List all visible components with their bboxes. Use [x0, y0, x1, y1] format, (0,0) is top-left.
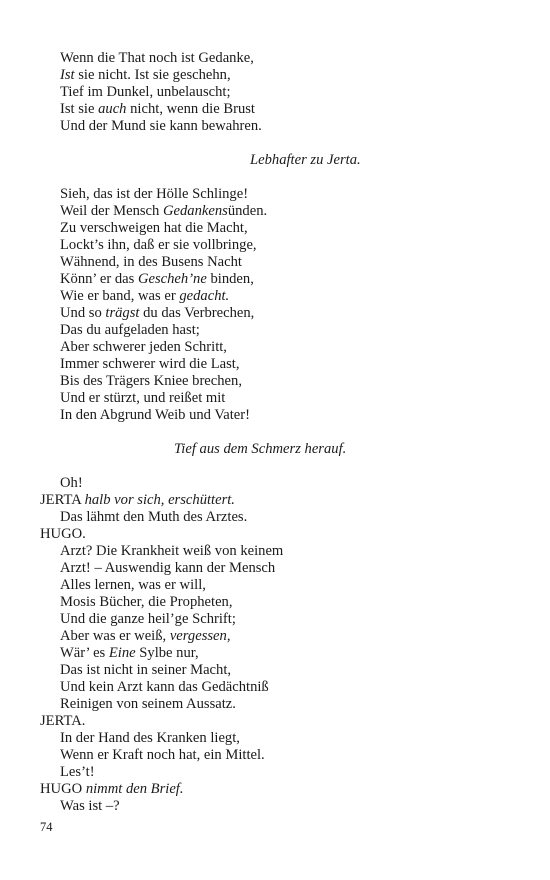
verse-line — [60, 390, 225, 407]
stage-direction — [250, 152, 361, 169]
stage-direction — [174, 441, 346, 458]
text-segment: Das lähmt den Muth des Arztes. — [60, 509, 248, 525]
text-segment: Und so — [60, 305, 106, 321]
text-segment: Was ist –? — [60, 798, 120, 814]
text-segment: Zu verschweigen hat die Macht, — [60, 220, 248, 236]
italic-text: gedacht. — [179, 288, 230, 304]
verse-line — [60, 203, 267, 220]
text-segment: Immer schwerer wird die Last, — [60, 356, 240, 372]
italic-text: Lebhafter zu Jerta. — [250, 152, 361, 168]
text-segment: Und der Mund sie kann bewahren. — [60, 118, 262, 134]
text-segment: Sieh, das ist der Hölle Schlinge! — [60, 186, 249, 202]
verse-line — [60, 679, 269, 696]
verse-line — [60, 237, 257, 254]
speaker-line — [40, 526, 86, 543]
verse-line — [60, 747, 265, 764]
text-segment: Wär’ es — [60, 645, 109, 661]
text-segment: In der Hand des Kranken liegt, — [60, 730, 240, 746]
text-segment: Oh! — [60, 475, 83, 491]
verse-line — [60, 305, 254, 322]
verse-line — [60, 271, 254, 288]
verse-line — [60, 594, 233, 611]
verse-line — [60, 101, 255, 118]
verse-line — [60, 645, 199, 662]
text-segment: Wähnend, in des Busens Nacht — [60, 254, 242, 270]
text-segment: nicht, wenn die Brust — [126, 101, 255, 117]
verse-line — [60, 798, 120, 815]
text-segment: Wenn er Kraft noch hat, ein Mittel. — [60, 747, 265, 763]
page-number: 74 — [40, 820, 53, 834]
text-segment: Bis des Trägers Kniee brechen, — [60, 373, 242, 389]
verse-line — [60, 322, 200, 339]
text-segment: Wie er band, was er — [60, 288, 180, 304]
verse-line — [60, 339, 227, 356]
text-segment: Sylbe nur, — [135, 645, 199, 661]
text-segment: Ist sie — [60, 101, 99, 117]
verse-line — [60, 67, 231, 84]
italic-text: Gescheh’ne — [137, 271, 207, 287]
verse-line — [60, 662, 231, 679]
italic-text: Gedankens — [162, 203, 228, 219]
text-segment: Les’t! — [60, 764, 95, 780]
italic-text: vergessen, — [169, 628, 231, 644]
italic-text: nimmt den Brief. — [85, 781, 184, 797]
verse-line — [60, 288, 229, 305]
text-segment: Und er stürzt, und reißet mit — [60, 390, 226, 406]
speaker-line — [40, 781, 184, 798]
text-segment: Aber was er weiß, — [60, 628, 170, 644]
italic-text: Eine — [108, 645, 136, 661]
verse-line — [60, 696, 236, 713]
italic-text: auch — [98, 101, 127, 117]
verse-line — [60, 611, 236, 628]
verse-line — [60, 186, 248, 203]
italic-text: Tief aus dem Schmerz herauf. — [174, 441, 347, 457]
speaker-line — [40, 713, 85, 730]
text-segment: Arzt! – Auswendig kann der Mensch — [60, 560, 276, 576]
speaker-line — [40, 492, 235, 509]
text-segment: sie nicht. Ist sie geschehn, — [74, 67, 231, 83]
text-segment: Und die ganze heil’ge Schrift; — [60, 611, 236, 627]
text-segment: Mosis Bücher, die Propheten, — [60, 594, 233, 610]
italic-text: Ist — [60, 67, 75, 83]
text-segment: Wenn die That noch ist Gedanke, — [60, 50, 254, 66]
text-segment: Könn’ er das — [60, 271, 138, 287]
text-segment: ünden. — [227, 203, 268, 219]
text-segment: HUGO. — [40, 526, 86, 542]
text-segment: Arzt? Die Krankheit weiß von keinem — [60, 543, 284, 559]
text-segment: Und kein Arzt kann das Gedächtniß — [60, 679, 269, 695]
text-segment: In den Abgrund Weib und Vater! — [60, 407, 250, 423]
text-segment: Tief im Dunkel, unbelauscht; — [60, 84, 231, 100]
verse-line — [60, 50, 254, 67]
verse-line — [60, 220, 248, 237]
verse-line — [60, 254, 242, 271]
verse-line — [60, 407, 250, 424]
text-segment: Lockt’s ihn, daß er sie vollbringe, — [60, 237, 257, 253]
verse-line — [60, 628, 230, 645]
verse-line — [60, 509, 247, 526]
text-segment: binden, — [206, 271, 254, 287]
verse-line — [60, 764, 95, 781]
verse-line — [60, 560, 275, 577]
verse-line — [60, 84, 231, 101]
verse-line — [60, 543, 283, 560]
text-segment: Das du aufgeladen hast; — [60, 322, 200, 338]
text-segment: Das ist nicht in seiner Macht, — [60, 662, 232, 678]
verse-line — [60, 577, 206, 594]
text-segment: JERTA — [40, 492, 85, 508]
verse-line — [60, 118, 262, 135]
text-segment: Aber schwerer jeden Schritt, — [60, 339, 227, 355]
text-segment: Weil der Mensch — [60, 203, 163, 219]
verse-line — [60, 730, 240, 747]
text-segment: Reinigen von seinem Aussatz. — [60, 696, 236, 712]
verse-line — [60, 373, 242, 390]
verse-line — [60, 475, 83, 492]
verse-line — [60, 356, 240, 373]
text-segment: Alles lernen, was er will, — [60, 577, 206, 593]
text-segment: du das Verbrechen, — [139, 305, 255, 321]
text-segment: JERTA. — [40, 713, 86, 729]
italic-text: halb vor sich, erschüttert. — [84, 492, 235, 508]
italic-text: trägst — [105, 305, 140, 321]
text-segment: HUGO — [40, 781, 86, 797]
